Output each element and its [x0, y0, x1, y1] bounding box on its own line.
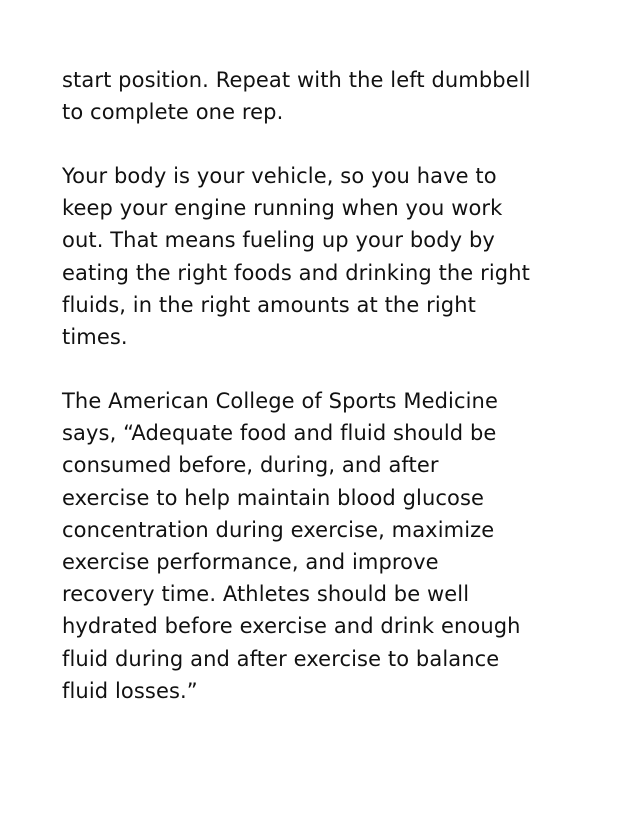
text-line: eating the right foods and drinking the right	[62, 260, 530, 285]
text-line: exercise performance, and improve	[62, 550, 439, 575]
text-line: fluids, in the right amounts at the right	[62, 292, 476, 317]
paragraph-body-vehicle	[62, 160, 602, 353]
text-line: out. That means fueling up your body by	[62, 228, 495, 253]
text-line: fluid during and after exercise to balance	[62, 646, 500, 671]
text-line: recovery time. Athletes should be well	[62, 582, 470, 607]
text-line: consumed before, during, and after	[62, 453, 439, 478]
paragraph-exercise-instruction	[62, 64, 602, 128]
text-line: Your body is your vehicle, so you have to	[62, 164, 497, 188]
paragraph-acsm-quote	[62, 385, 602, 707]
text-line: keep your engine running when you work	[62, 196, 503, 221]
text-line: times.	[62, 325, 128, 350]
text-line: says, “Adequate food and fluid should be	[62, 421, 497, 446]
text-line: exercise to help maintain blood glucose	[62, 485, 485, 510]
text-line: start position. Repeat with the left dumbbell	[62, 68, 531, 92]
text-line: The American College of Sports Medicine	[62, 389, 498, 413]
text-line: to complete one rep.	[62, 100, 284, 125]
text-line: concentration during exercise, maximize	[62, 517, 495, 542]
text-line: hydrated before exercise and drink enough	[62, 614, 521, 639]
text-line: fluid losses.”	[62, 678, 198, 703]
